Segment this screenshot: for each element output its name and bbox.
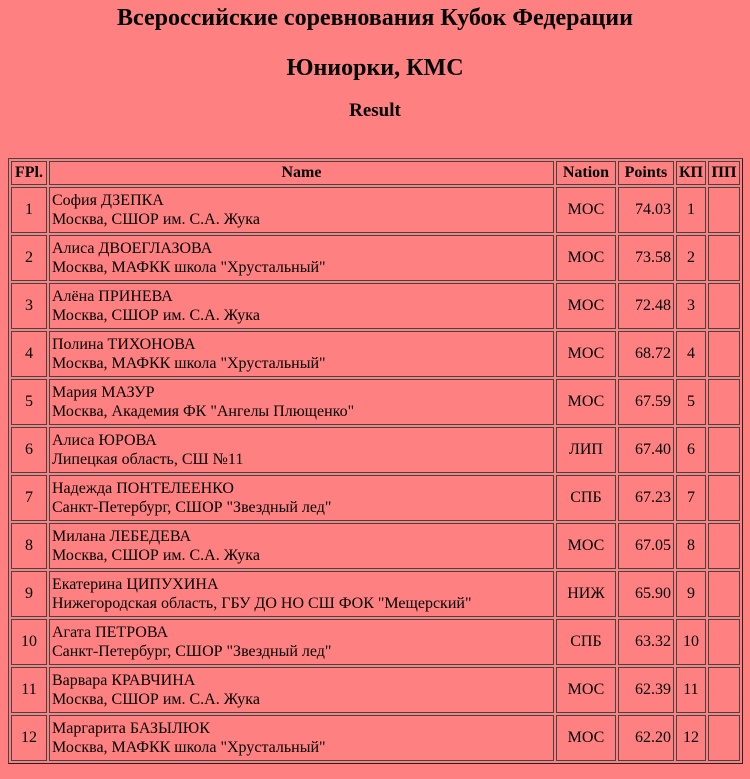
pp-cell <box>708 715 740 761</box>
name-cell <box>49 619 554 665</box>
table-row <box>11 715 740 761</box>
table-row <box>11 619 740 665</box>
points-cell: 73.58 <box>618 235 674 281</box>
skater-name: Екатерина ЦИПУХИНА <box>52 576 219 593</box>
name-cell <box>49 187 554 233</box>
skater-name: Мария МАЗУР <box>52 384 155 401</box>
pp-cell <box>708 235 740 281</box>
skater-club: Москва, СШОР им. С.А. Жука <box>52 307 260 324</box>
place-cell: 2 <box>11 235 47 281</box>
kp-cell: 12 <box>676 715 706 761</box>
kp-cell: 4 <box>676 331 706 377</box>
skater-name: Милана ЛЕБЕДЕВА <box>52 528 192 545</box>
points-cell: 67.59 <box>618 379 674 425</box>
page-title: Всероссийские соревнования Кубок Федерации <box>117 5 633 31</box>
skater-club: Москва, СШОР им. С.А. Жука <box>52 211 260 228</box>
skater-name: Надежда ПОНТЕЛЕЕНКО <box>52 480 234 497</box>
column-header-name: Name <box>49 161 554 185</box>
place-cell: 7 <box>11 475 47 521</box>
kp-cell: 8 <box>676 523 706 569</box>
kp-cell: 9 <box>676 571 706 617</box>
nation-cell: МОС <box>556 667 616 713</box>
table-row <box>11 667 740 713</box>
points-cell: 65.90 <box>618 571 674 617</box>
place-cell: 8 <box>11 523 47 569</box>
nation-cell: НИЖ <box>556 571 616 617</box>
name-cell <box>49 331 554 377</box>
name-cell <box>49 475 554 521</box>
column-header-pp: ПП <box>708 161 740 185</box>
nation-cell: МОС <box>556 715 616 761</box>
table-row <box>11 331 740 377</box>
kp-cell: 5 <box>676 379 706 425</box>
pp-cell <box>708 379 740 425</box>
header-row <box>11 161 740 185</box>
category-title: Юниорки, КМС <box>286 55 464 81</box>
skater-name: София ДЗЕПКА <box>52 192 164 209</box>
skater-name: Алёна ПРИНЕВА <box>52 288 173 305</box>
skater-name: Алиса ЮРОВА <box>52 432 157 449</box>
name-cell <box>49 667 554 713</box>
skater-club: Липецкая область, СШ №11 <box>52 451 244 468</box>
nation-cell: МОС <box>556 235 616 281</box>
place-cell: 6 <box>11 427 47 473</box>
nation-cell: МОС <box>556 331 616 377</box>
kp-cell: 10 <box>676 619 706 665</box>
name-cell <box>49 715 554 761</box>
skater-name: Алиса ДВОЕГЛАЗОВА <box>52 240 213 257</box>
points-cell: 67.23 <box>618 475 674 521</box>
place-cell: 5 <box>11 379 47 425</box>
skater-club: Москва, МАФКК школа "Хрустальный" <box>52 739 326 756</box>
place-cell: 11 <box>11 667 47 713</box>
place-cell: 3 <box>11 283 47 329</box>
pp-cell <box>708 187 740 233</box>
nation-cell: СПБ <box>556 619 616 665</box>
skater-name: Варвара КРАВЧИНА <box>52 672 196 689</box>
kp-cell: 6 <box>676 427 706 473</box>
kp-cell: 1 <box>676 187 706 233</box>
name-cell <box>49 523 554 569</box>
pp-cell <box>708 667 740 713</box>
place-cell: 9 <box>11 571 47 617</box>
skater-name: Агата ПЕТРОВА <box>52 624 169 641</box>
nation-cell: МОС <box>556 187 616 233</box>
table-row <box>11 235 740 281</box>
kp-cell: 11 <box>676 667 706 713</box>
name-cell <box>49 283 554 329</box>
place-cell: 4 <box>11 331 47 377</box>
table-row <box>11 187 740 233</box>
column-header-kp: КП <box>676 161 706 185</box>
place-cell: 1 <box>11 187 47 233</box>
points-cell: 67.05 <box>618 523 674 569</box>
skater-club: Москва, СШОР им. С.А. Жука <box>52 691 260 708</box>
nation-cell: СПБ <box>556 475 616 521</box>
table-row <box>11 283 740 329</box>
skater-club: Санкт-Петербург, СШОР "Звездный лед" <box>52 499 332 516</box>
points-cell: 67.40 <box>618 427 674 473</box>
pp-cell <box>708 331 740 377</box>
points-cell: 63.32 <box>618 619 674 665</box>
points-cell: 74.03 <box>618 187 674 233</box>
column-header-place: FPl. <box>11 161 47 185</box>
points-cell: 62.20 <box>618 715 674 761</box>
skater-name: Маргарита БАЗЫЛЮК <box>52 720 210 737</box>
name-cell <box>49 235 554 281</box>
name-cell <box>49 571 554 617</box>
skater-club: Нижегородская область, ГБУ ДО НО СШ ФОК "Мещерский" <box>52 595 472 612</box>
skater-club: Москва, МАФКК школа "Хрустальный" <box>52 355 326 372</box>
kp-cell: 7 <box>676 475 706 521</box>
pp-cell <box>708 523 740 569</box>
pp-cell <box>708 619 740 665</box>
result-heading: Result <box>349 100 401 121</box>
points-cell: 68.72 <box>618 331 674 377</box>
pp-cell <box>708 475 740 521</box>
kp-cell: 2 <box>676 235 706 281</box>
nation-cell: МОС <box>556 283 616 329</box>
nation-cell: МОС <box>556 379 616 425</box>
name-cell <box>49 379 554 425</box>
pp-cell <box>708 427 740 473</box>
nation-cell: ЛИП <box>556 427 616 473</box>
nation-cell: МОС <box>556 523 616 569</box>
pp-cell <box>708 571 740 617</box>
points-cell: 72.48 <box>618 283 674 329</box>
skater-club: Санкт-Петербург, СШОР "Звездный лед" <box>52 643 332 660</box>
place-cell: 12 <box>11 715 47 761</box>
column-header-points: Points <box>618 161 674 185</box>
column-header-nation: Nation <box>556 161 616 185</box>
table-row <box>11 571 740 617</box>
kp-cell: 3 <box>676 283 706 329</box>
results-table <box>8 158 743 764</box>
skater-club: Москва, СШОР им. С.А. Жука <box>52 547 260 564</box>
table-row <box>11 379 740 425</box>
skater-name: Полина ТИХОНОВА <box>52 336 196 353</box>
pp-cell <box>708 283 740 329</box>
name-cell <box>49 427 554 473</box>
points-cell: 62.39 <box>618 667 674 713</box>
skater-club: Москва, Академия ФК "Ангелы Плющенко" <box>52 403 355 420</box>
table-row <box>11 427 740 473</box>
place-cell: 10 <box>11 619 47 665</box>
table-row <box>11 523 740 569</box>
table-row <box>11 475 740 521</box>
skater-club: Москва, МАФКК школа "Хрустальный" <box>52 259 326 276</box>
results-body <box>11 187 740 761</box>
